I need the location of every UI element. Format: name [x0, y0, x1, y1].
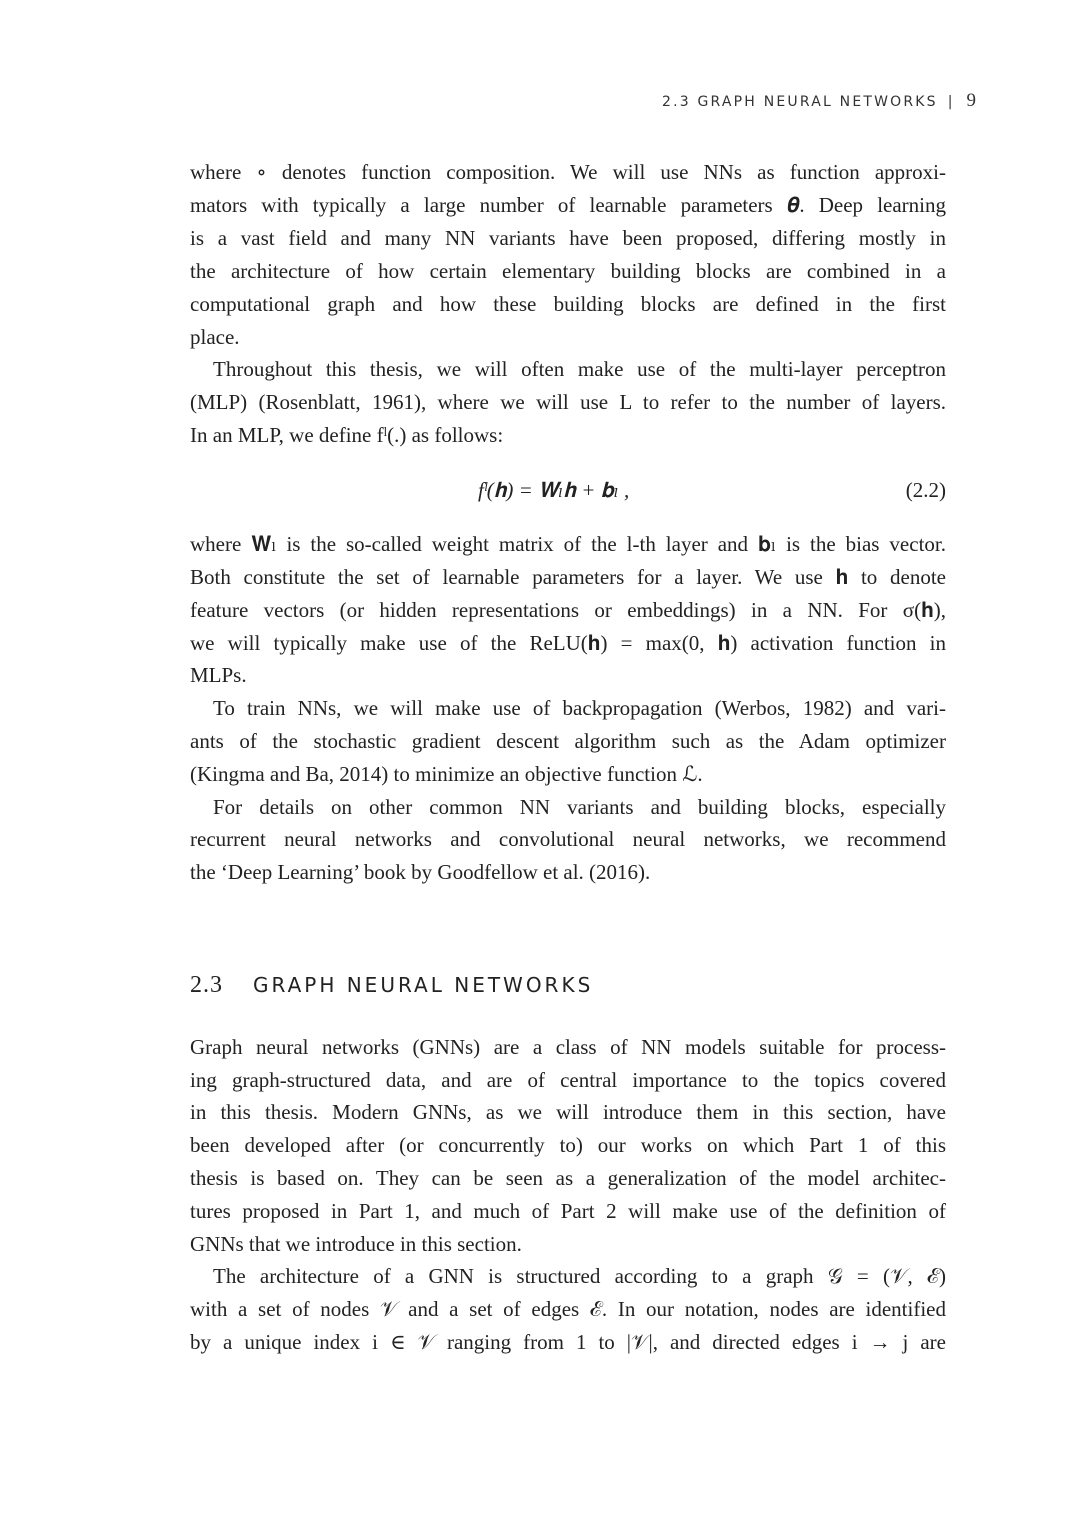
text-line: The architecture of a GNN is structured according to a graph 𝒢 = (𝒱, ℰ)	[213, 1264, 946, 1288]
text-line: computational graph and how these building blocks are defined in the first	[190, 292, 946, 316]
section-title: GRAPH NEURAL NETWORKS	[253, 973, 594, 997]
text-line: recurrent neural networks and convolutional neural networks, we recommend	[190, 827, 946, 851]
text-line: the ‘Deep Learning’ book by Goodfellow et al. (2016).	[190, 860, 651, 884]
text-line: we will typically make use of the ReLU(𝐡) = max(0, 𝐡) activation function in	[190, 631, 946, 655]
section-heading	[190, 972, 593, 999]
header-separator: |	[947, 94, 953, 110]
text-line: In an MLP, we define fˡ(.) as follows:	[190, 423, 504, 447]
text-line: For details on other common NN variants and building blocks, especially	[213, 795, 946, 819]
text-line: MLPs.	[190, 663, 247, 687]
text-line: ants of the stochastic gradient descent algorithm such as the Adam optimizer	[190, 729, 946, 753]
text-line: the architecture of how certain elementary building blocks are combined in a	[190, 259, 946, 283]
text-line: GNNs that we introduce in this section.	[190, 1232, 522, 1256]
text-line: where 𝐖ₗ is the so-called weight matrix of the l-th layer and 𝐛ₗ is the bias vector.	[190, 532, 946, 556]
text-line: is a vast field and many NN variants have been proposed, differing mostly in	[190, 226, 946, 250]
text-line: in this thesis. Modern GNNs, as we will introduce them in this section, have	[190, 1100, 946, 1124]
text-line: feature vectors (or hidden representations or embeddings) in a NN. For σ(𝐡),	[190, 598, 946, 622]
text-line: place.	[190, 325, 240, 349]
text-line: tures proposed in Part 1, and much of Part 2 will make use of the definition of	[190, 1199, 946, 1223]
header-section: 2.3 GRAPH NEURAL NETWORKS	[661, 94, 938, 110]
text-line: (MLP) (Rosenblatt, 1961), where we will use L to refer to the number of layers.	[190, 390, 946, 414]
text-line: with a set of nodes 𝒱 and a set of edges ℰ. In our notation, nodes are identified	[190, 1297, 946, 1321]
running-header	[662, 90, 976, 112]
text-line: Graph neural networks (GNNs) are a class of NN models suitable for process-	[190, 1035, 946, 1059]
text-line: been developed after (or concurrently to) our works on which Part 1 of this	[190, 1133, 946, 1157]
text-line: by a unique index i ∈ 𝒱 ranging from 1 to |𝒱|, and directed edges i → j are	[190, 1330, 946, 1354]
page-number: 9	[966, 90, 976, 111]
text-line: Both constitute the set of learnable parameters for a layer. We use 𝐡 to denote	[190, 565, 946, 589]
text-line: mators with typically a large number of learnable parameters 𝜽. Deep learning	[190, 193, 946, 217]
text-line: where ∘ denotes function composition. We will use NNs as function approxi-	[190, 160, 946, 184]
section-number: 2.3	[190, 972, 223, 998]
text-line: thesis is based on. They can be seen as a generalization of the model architec-	[190, 1166, 946, 1190]
text-line: ing graph-structured data, and are of central importance to the topics covered	[190, 1068, 946, 1092]
equation-body: fˡ(𝐡) = 𝐖ₗ𝐡 + 𝐛ₗ ,	[478, 478, 630, 502]
text-line: (Kingma and Ba, 2014) to minimize an objective function ℒ.	[190, 762, 703, 786]
text-line: To train NNs, we will make use of backpropagation (Werbos, 1982) and vari-	[213, 696, 946, 720]
equation-number: (2.2)	[905, 478, 946, 502]
text-line: Throughout this thesis, we will often make use of the multi-layer perceptron	[213, 357, 946, 381]
